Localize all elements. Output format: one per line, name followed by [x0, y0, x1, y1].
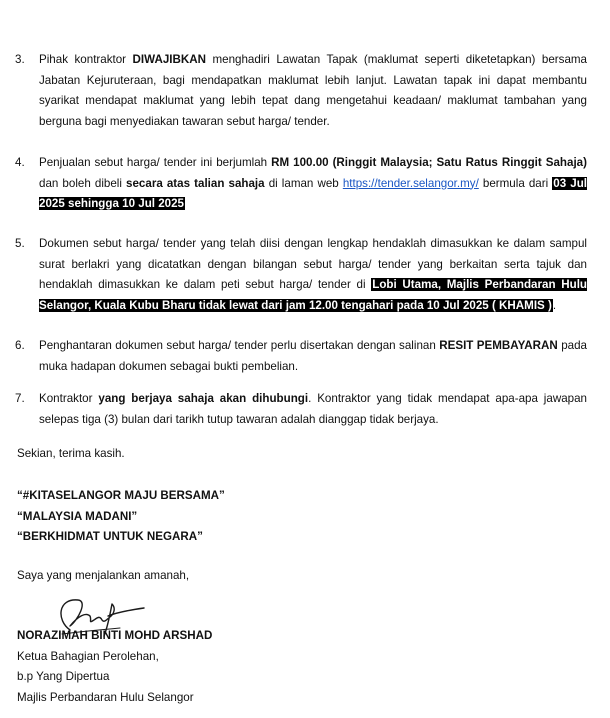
trust-line: Saya yang menjalankan amanah, [17, 569, 190, 582]
item-text: Dokumen sebut harga/ tender yang telah diisi dengan lengkap hendaklah dimasukkan ke dalam sampul surat berlakri yang dicatatkan dengan bilangan sebut harga/ tender yang berkaitan serta tajuk dan hendaklah dimasukkan ke dalam peti sebut harga/ tender di Lobi Utama, Majlis Perbandaran Hulu Selangor, Kuala Kubu Bharu tidak lewat dari jam 12.00 tengahari pada 10 Jul 2025 ( KHAMIS ). [39, 237, 587, 312]
closing-text: Sekian, terima kasih. [17, 447, 125, 460]
highlighted-submission-location: Lobi Utama, Majlis Perbandaran Hulu Selangor, Kuala Kubu Bharu tidak lewat dari jam 12.00 tengahari pada 10 Jul 2025 ( KHAMIS ) [39, 278, 587, 312]
list-item-3 [15, 50, 587, 132]
tender-website-link[interactable]: https://tender.selangor.my/ [342, 176, 479, 190]
item-text: Penghantaran dokumen sebut harga/ tender perlu disertakan dengan salinan RESIT PEMBAYARAN pada muka hadapan dokumen sebagai bukti pembelian. [39, 339, 588, 373]
item-number: 6. [15, 339, 25, 352]
signatory-name: NORAZIMAH BINTI MOHD ARSHAD [17, 629, 213, 642]
emphasis: yang berjaya sahaja akan dihubungi [98, 392, 309, 405]
item-number: 7. [15, 392, 25, 405]
emphasis: RM 100.00 (Ringgit Malaysia; Satu Ratus Ringgit Sahaja) [271, 156, 587, 169]
item-text: Penjualan sebut harga/ tender ini berjumlah RM 100.00 (Ringgit Malaysia; Satu Ratus Ringgit Sahaja) dan boleh dibeli secara atas talian sahaja di laman web https://tender.selangor.my/ bermula dari 03 Jul 2025 sehingga 10 Jul 2025 [39, 156, 587, 210]
item-text: Pihak kontraktor DIWAJIBKAN menghadiri Lawatan Tapak (maklumat seperti diketetapkan) bersama Jabatan Kejuruteraan, bagi mendapatkan maklumat lebih lanjut. Lawatan tapak ini dapat membantu syarikat mendapat maklumat yang lebih tepat dang mengetahui keadaan/ maklumat tambahan yang berguna bagi menyediakan tawaran sebut harga/ tender. [39, 53, 587, 128]
list-item-5 [15, 234, 587, 316]
signatory-bp: b.p Yang Dipertua [17, 670, 110, 683]
item-number: 5. [15, 237, 25, 250]
mottos-block [17, 486, 225, 548]
list-item-4 [15, 153, 587, 215]
emphasis: RESIT PEMBAYARAN [439, 339, 558, 352]
list-item-6 [15, 336, 587, 377]
motto-line: “MALAYSIA MADANI” [17, 509, 138, 523]
list-item-7 [15, 389, 587, 430]
emphasis: secara atas talian sahaja [126, 176, 265, 190]
motto-line: “#KITASELANGOR MAJU BERSAMA” [17, 489, 225, 502]
signatory-organization: Majlis Perbandaran Hulu Selangor [17, 690, 194, 704]
item-number: 4. [15, 156, 25, 169]
highlighted-date-range: 03 Jul 2025 sehingga 10 Jul 2025 [39, 176, 587, 210]
item-text: Kontraktor yang berjaya sahaja akan dihubungi. Kontraktor yang tidak mendapat apa-apa jawapan selepas tiga (3) bulan dari tarikh tutup tawaran adalah dianggap tidak berjaya. [39, 392, 587, 426]
emphasis: DIWAJIBKAN [132, 53, 206, 66]
item-number: 3. [15, 53, 25, 66]
signatory-title: Ketua Bahagian Perolehan, [17, 649, 159, 663]
motto-line: “BERKHIDMAT UNTUK NEGARA” [17, 530, 203, 543]
signatory-block [17, 626, 212, 708]
